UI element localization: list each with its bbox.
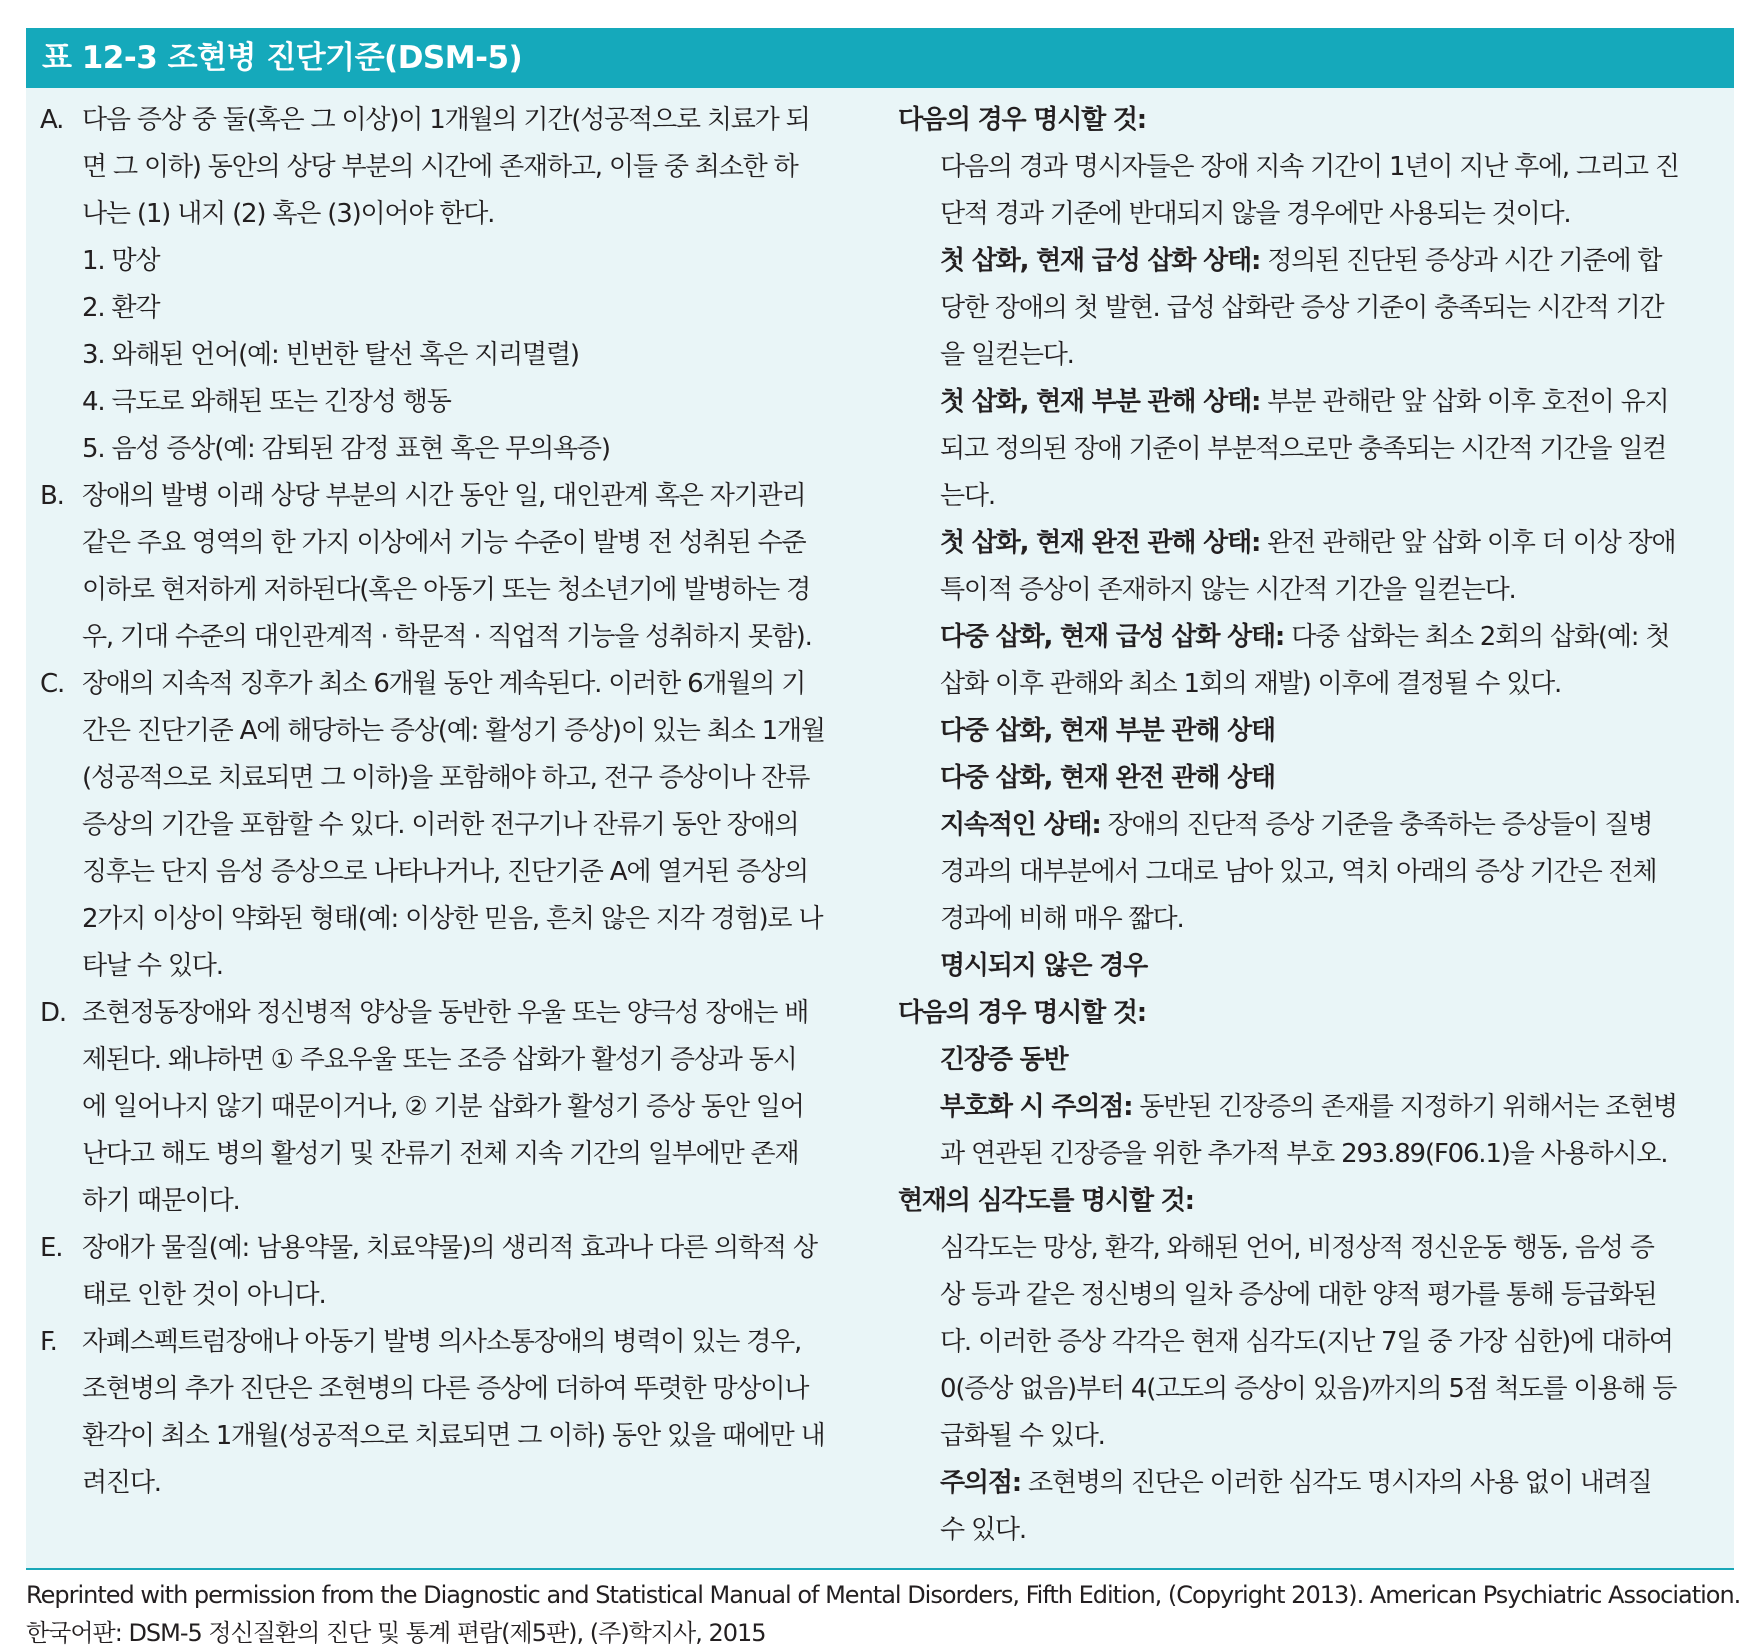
criterion-text: 증상의 기간을 포함할 수 있다. 이러한 전구기나 잔류기 동안 장애의 [82, 810, 799, 840]
symptom-item: 1. 망상 [82, 246, 160, 276]
criterion-text: 난다고 해도 병의 활성기 및 잔류기 전체 지속 기간의 일부에만 존재 [82, 1139, 799, 1169]
specifier-text: 완전 관해란 앞 삽화 이후 더 이상 장애 [1260, 528, 1676, 558]
specifier-heading: 현재의 심각도를 명시할 것: [898, 1186, 1194, 1216]
symptom-item: 2. 환각 [82, 293, 160, 323]
specifier-text: 당한 장애의 첫 발현. 급성 삽화란 증상 기준이 충족되는 시간적 기간 [940, 293, 1664, 323]
criterion-a [40, 97, 888, 473]
severity-text: 상 등과 같은 정신병의 일차 증상에 대한 양적 평가를 통해 등급화된 [940, 1280, 1657, 1310]
criterion-text: 하기 때문이다. [82, 1186, 240, 1216]
symptom-item: 4. 극도로 와해된 또는 긴장성 행동 [82, 387, 451, 417]
course-specifier-label: 첫 삽화, 현재 부분 관해 상태: [940, 387, 1261, 417]
severity-text: 0(증상 없음)부터 4(고도의 증상이 있음)까지의 5점 척도를 이용해 등 [940, 1374, 1677, 1404]
course-specifier-label: 다중 삽화, 현재 완전 관해 상태 [940, 763, 1275, 793]
table-title: 표 12-3 조현병 진단기준(DSM-5) [26, 28, 1734, 88]
right-column [898, 97, 1722, 1554]
catatonia-specifier-label: 긴장증 동반 [940, 1045, 1068, 1075]
specifier-text: 단적 경과 기준에 반대되지 않을 경우에만 사용되는 것이다. [940, 199, 1571, 229]
criterion-text: 같은 주요 영역의 한 가지 이상에서 기능 수준이 발병 전 성취된 수준 [82, 528, 806, 558]
course-specifier-label: 명시되지 않은 경우 [940, 951, 1148, 981]
criterion-label: E. [40, 1233, 63, 1263]
criterion-text: 환각이 최소 1개월(성공적으로 치료되면 그 이하) 동안 있을 때에만 내 [82, 1421, 825, 1451]
specifier-text: 다중 삽화는 최소 2회의 삽화(예: 첫 [1284, 622, 1670, 652]
criterion-text: 징후는 단지 음성 증상으로 나타나거나, 진단기준 A에 열거된 증상의 [82, 857, 808, 887]
specifier-text: 수 있다. [940, 1515, 1026, 1545]
citation-line-korean: 한국어판: DSM-5 정신질환의 진단 및 통계 편람(제5판), (주)학지사, 2015 [26, 1619, 766, 1647]
left-column [40, 97, 888, 1507]
criterion-text: 조현병의 추가 진단은 조현병의 다른 증상에 더하여 뚜렷한 망상이나 [82, 1374, 809, 1404]
severity-text: 다. 이러한 증상 각각은 현재 심각도(지난 7일 중 가장 심한)에 대하여 [940, 1327, 1673, 1357]
symptom-item: 3. 와해된 언어(예: 빈번한 탈선 혹은 지리멸렬) [82, 340, 579, 370]
course-specifier-label: 다중 삽화, 현재 급성 삽화 상태: [940, 622, 1285, 652]
criterion-text: 자폐스펙트럼장애나 아동기 발병 의사소통장애의 병력이 있는 경우, [82, 1327, 802, 1357]
criterion-text: 면 그 이하) 동안의 상당 부분의 시간에 존재하고, 이들 중 최소한 하 [82, 152, 798, 182]
course-specifier-label: 첫 삽화, 현재 급성 삽화 상태: [940, 246, 1261, 276]
criterion-text: 간은 진단기준 A에 해당하는 증상(예: 활성기 증상)이 있는 최소 1개월 [82, 716, 825, 746]
severity-text: 심각도는 망상, 환각, 와해된 언어, 비정상적 정신운동 행동, 음성 증 [940, 1233, 1654, 1263]
specifier-text: 장애의 진단적 증상 기준을 충족하는 증상들이 질병 [1100, 810, 1653, 840]
symptom-item: 5. 음성 증상(예: 감퇴된 감정 표현 혹은 무의욕증) [82, 434, 610, 464]
specifier-text: 조현병의 진단은 이러한 심각도 명시자의 사용 없이 내려질 [1020, 1468, 1652, 1498]
criterion-text: 나는 (1) 내지 (2) 혹은 (3)이어야 한다. [82, 199, 495, 229]
specifier-text: 경과에 비해 매우 짧다. [940, 904, 1184, 934]
criterion-text: (성공적으로 치료되면 그 이하)을 포함해야 하고, 전구 증상이나 잔류 [82, 763, 810, 793]
criterion-text: 이하로 현저하게 저하된다(혹은 아동기 또는 청소년기에 발병하는 경 [82, 575, 811, 605]
criterion-text: 우, 기대 수준의 대인관계적 · 학문적 · 직업적 기능을 성취하지 못함). [82, 622, 812, 652]
criterion-label: B. [40, 481, 64, 511]
criterion-label: D. [40, 998, 66, 1028]
criterion-label: A. [40, 105, 64, 135]
criterion-text: 제된다. 왜냐하면 ① 주요우울 또는 조증 삽화가 활성기 증상과 동시 [82, 1045, 797, 1075]
course-specifier-label: 첫 삽화, 현재 완전 관해 상태: [940, 528, 1261, 558]
criterion-text: 2가지 이상이 약화된 형태(예: 이상한 믿음, 흔치 않은 지각 경험)로 나 [82, 904, 823, 934]
specifier-text: 경과의 대부분에서 그대로 남아 있고, 역치 아래의 증상 기간은 전체 [940, 857, 1657, 887]
note-label: 주의점: [940, 1468, 1021, 1498]
citation-line-english: Reprinted with permission from the Diagnostic and Statistical Manual of Mental Disorders, Fifth Edition, (Copyright 2013). American Psychiatric Association. [26, 1581, 1741, 1609]
specifier-heading: 다음의 경우 명시할 것: [898, 105, 1146, 135]
criterion-f [40, 1319, 888, 1507]
criterion-text: 태로 인한 것이 아니다. [82, 1280, 326, 1310]
criterion-text: 에 일어나지 않기 때문이거나, ② 기분 삽화가 활성기 증상 동안 일어 [82, 1092, 804, 1122]
specifier-text: 부분 관해란 앞 삽화 이후 호전이 유지 [1260, 387, 1669, 417]
criterion-text: 다음 증상 중 둘(혹은 그 이상)이 1개월의 기간(성공적으로 치료가 되 [82, 105, 810, 135]
specifier-text: 되고 정의된 장애 기준이 부분적으로만 충족되는 시간적 기간을 일컫 [940, 434, 1667, 464]
criterion-text: 조현정동장애와 정신병적 양상을 동반한 우울 또는 양극성 장애는 배 [82, 998, 809, 1028]
criterion-b [40, 473, 888, 661]
criterion-label: C. [40, 669, 65, 699]
specifier-text: 다음의 경과 명시자들은 장애 지속 기간이 1년이 지난 후에, 그리고 진 [940, 152, 1679, 182]
criterion-text: 장애의 지속적 징후가 최소 6개월 동안 계속된다. 이러한 6개월의 기 [82, 669, 806, 699]
criterion-text: 장애의 발병 이래 상당 부분의 시간 동안 일, 대인관계 혹은 자기관리 [82, 481, 806, 511]
specifier-text: 을 일컫는다. [940, 340, 1074, 370]
specifier-text: 삽화 이후 관해와 최소 1회의 재발) 이후에 결정될 수 있다. [940, 669, 1562, 699]
specifier-heading: 다음의 경우 명시할 것: [898, 998, 1146, 1028]
specifier-text: 과 연관된 긴장증을 위한 추가적 부호 293.89(F06.1)을 사용하시오. [940, 1139, 1668, 1169]
criterion-e [40, 1225, 888, 1319]
criterion-label: F. [40, 1327, 57, 1357]
criterion-d [40, 990, 888, 1225]
specifier-text: 동반된 긴장증의 존재를 지정하기 위해서는 조현병 [1132, 1092, 1677, 1122]
course-specifier-label: 지속적인 상태: [940, 810, 1101, 840]
criterion-c [40, 661, 888, 990]
coding-note-label: 부호화 시 주의점: [940, 1092, 1133, 1122]
criterion-text: 타날 수 있다. [82, 951, 223, 981]
source-citation [26, 1576, 1746, 1652]
criteria-table [26, 28, 1734, 1570]
criterion-text: 려진다. [82, 1468, 161, 1498]
specifier-text: 특이적 증상이 존재하지 않는 시간적 기간을 일컫는다. [940, 575, 1516, 605]
severity-text: 급화될 수 있다. [940, 1421, 1105, 1451]
criterion-text: 장애가 물질(예: 남용약물, 치료약물)의 생리적 효과나 다른 의학적 상 [82, 1233, 817, 1263]
specifier-text: 는다. [940, 481, 995, 511]
specifier-text: 정의된 진단된 증상과 시간 기준에 합 [1260, 246, 1662, 276]
course-specifier-label: 다중 삽화, 현재 부분 관해 상태 [940, 716, 1275, 746]
